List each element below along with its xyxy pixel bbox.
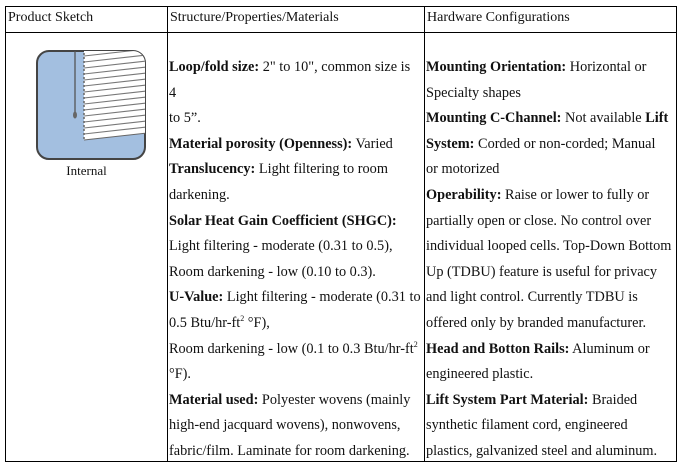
- mounting-value: Horizontal or: [566, 59, 647, 75]
- operability-value: partially open or close. No control over: [426, 212, 652, 229]
- superscript: 2: [240, 313, 245, 323]
- lift-part-value: Braided: [588, 391, 638, 408]
- uvalue-value: °F),: [244, 314, 270, 331]
- lift-system-value: Corded or non-corded; Manual: [474, 135, 656, 152]
- uvalue-line: [169, 285, 421, 311]
- table-header-row: [6, 7, 676, 33]
- loop-size-line: [169, 55, 421, 81]
- translucency-value: Light filtering to room: [255, 161, 388, 178]
- loop-size-value-cont: to 5”.: [169, 110, 201, 127]
- lift-system-value: or motorized: [426, 161, 500, 178]
- operability-value: Up (TDBU) feature is useful for privacy: [426, 263, 658, 280]
- cchannel-value: Not available: [561, 110, 646, 127]
- sketch-caption: Internal: [66, 163, 107, 178]
- material-value: fabric/film. Laminate for room darkening.: [169, 442, 410, 459]
- loop-size-value-cont: 4: [169, 84, 177, 101]
- operability-value: offered only by branded manufacturer.: [426, 314, 647, 331]
- column-divider: [167, 7, 168, 461]
- material-label: Material used:: [169, 391, 259, 408]
- superscript: 2: [413, 339, 418, 349]
- uvalue-value: 0.5 Btu/hr-ft: [169, 314, 241, 331]
- uvalue-label: U-Value:: [169, 289, 224, 306]
- operability-label: Operability:: [426, 186, 502, 203]
- column-divider: [424, 7, 425, 461]
- mounting-value: Specialty shapes: [426, 84, 521, 101]
- rails-label: Head and Botton Rails:: [426, 340, 570, 357]
- material-line: [169, 388, 421, 414]
- header-structure: Structure/Properties/Materials: [170, 10, 339, 25]
- mounting-label: Mounting Orientation:: [426, 59, 567, 75]
- translucency-value-cont: darkening.: [169, 186, 230, 203]
- porosity-value: Varied: [352, 135, 393, 152]
- material-value: Polyester wovens (mainly: [258, 391, 411, 408]
- uvalue-value: °F).: [169, 366, 192, 383]
- translucency-line: [169, 157, 421, 183]
- loop-size-label: Loop/fold size:: [169, 59, 260, 75]
- lift-system-label: Lift: [645, 110, 669, 127]
- rails-value: engineered plastic.: [426, 366, 534, 383]
- loop-size-value: 2" to 10", common size is: [259, 59, 411, 75]
- blind-internal-mount-icon: [35, 49, 147, 161]
- lift-part-label: Lift System Part Material:: [426, 391, 589, 408]
- header-hardware: Hardware Configurations: [427, 10, 570, 25]
- material-value: high-end jacquard wovens), nonwovens,: [169, 417, 401, 434]
- porosity-label: Material porosity (Openness):: [169, 135, 353, 152]
- uvalue-line-3: [169, 337, 421, 363]
- operability-value: and light control. Currently TDBU is: [426, 289, 638, 306]
- operability-value: individual looped cells. Top-Down Bottom: [426, 238, 672, 255]
- shgc-value: Light filtering - moderate (0.31 to 0.5),: [169, 238, 393, 255]
- header-product-sketch: Product Sketch: [8, 10, 94, 25]
- cchannel-label: Mounting C-Channel:: [426, 110, 562, 127]
- structure-column: [169, 55, 421, 465]
- lift-part-value: plastics, galvanized steel and aluminum.: [426, 442, 658, 459]
- rails-value: Aluminum or: [569, 340, 650, 357]
- porosity-line: [169, 132, 421, 158]
- shgc-label: Solar Heat Gain Coefficient (SHGC):: [169, 212, 397, 229]
- uvalue-line-2: [169, 311, 421, 337]
- hardware-column: [426, 55, 671, 465]
- operability-value: Raise or lower to fully or: [501, 186, 650, 203]
- lift-system-label: System:: [426, 135, 475, 152]
- uvalue-value: Light filtering - moderate (0.31 to: [223, 289, 421, 306]
- shgc-value: Room darkening - low (0.10 to 0.3).: [169, 263, 376, 280]
- translucency-label: Translucency:: [169, 161, 256, 178]
- uvalue-value: Room darkening - low (0.1 to 0.3 Btu/hr-ft: [169, 340, 414, 357]
- lift-part-value: synthetic filament cord, engineered: [426, 417, 628, 434]
- product-table: [5, 6, 677, 462]
